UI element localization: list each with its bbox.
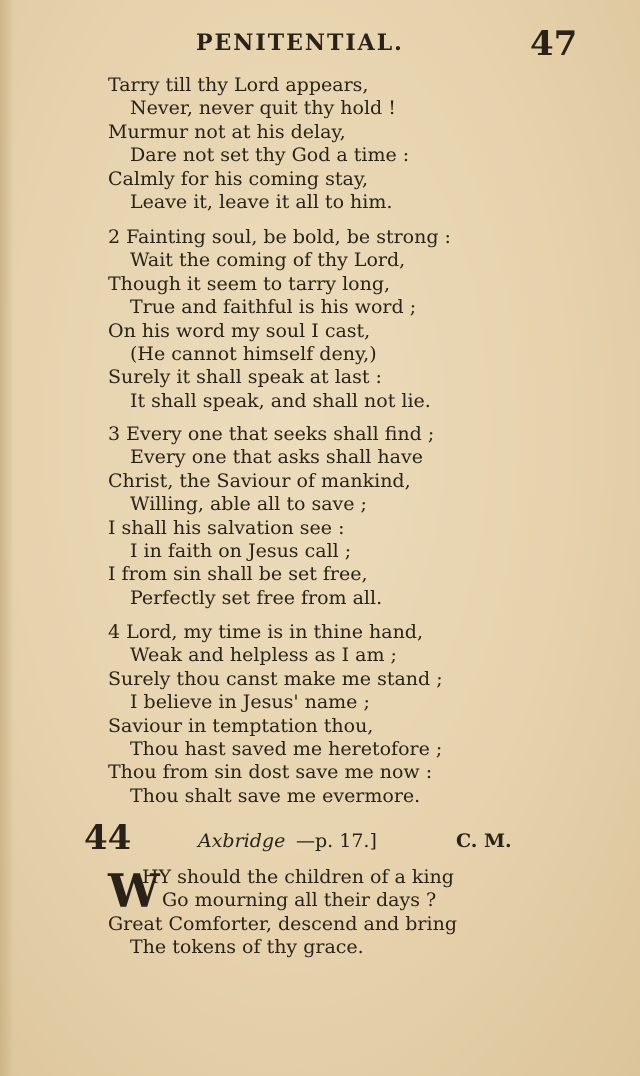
verse-line: Though it seem to tarry long, (108, 272, 391, 295)
verse-line: The tokens of thy grace. (130, 936, 364, 959)
verse-line: HY should the children of a king (142, 866, 454, 888)
verse-line: Willing, able all to save ; (130, 493, 367, 516)
verse-line: 3 Every one that seeks shall find ; (108, 423, 435, 445)
verse-line: Surely thou canst make me stand ; (108, 667, 443, 690)
verse-line: Tarry till thy Lord appears, (108, 74, 369, 96)
verse-line: Leave it, leave it all to him. (130, 190, 393, 213)
tune-name: Axbridge (198, 830, 286, 852)
verse-line: Calmly for his coming stay, (108, 167, 369, 190)
verse-line: (He cannot himself deny,) (130, 342, 377, 365)
running-title: PENITENTIAL. (196, 30, 404, 56)
hymn-heading (0, 818, 640, 862)
verse-line: Go mourning all their days ? (162, 889, 437, 912)
stanza-2 (108, 226, 588, 413)
verse-line: On his word my soul I cast, (108, 319, 371, 342)
verse-line: True and faithful is his word ; (130, 296, 417, 319)
verse-line: Wait the coming of thy Lord, (130, 249, 406, 272)
verse-line: I from sin shall be set free, (108, 563, 368, 586)
stanza-continued (108, 74, 588, 214)
verse-line: Great Comforter, descend and bring (108, 912, 457, 935)
verse-line: Thou hast saved me heretofore ; (130, 737, 443, 760)
verse-line: Thou from sin dost save me now : (108, 761, 433, 784)
page-header (0, 24, 640, 64)
verse-line: It shall speak, and shall not lie. (130, 389, 431, 412)
verse-line: Weak and helpless as I am ; (130, 644, 397, 667)
page-number: 47 (530, 24, 578, 64)
verse-line: I shall his salvation see : (108, 516, 345, 539)
stanza-4 (108, 621, 588, 808)
verse-line: Surely it shall speak at last : (108, 366, 382, 389)
stanza-3 (108, 423, 588, 610)
verse-line: 2 Fainting soul, be bold, be strong : (108, 226, 451, 248)
drop-cap: W (108, 864, 160, 918)
hymn-number: 44 (84, 818, 132, 858)
meter: C. M. (456, 830, 512, 852)
verse-line: Saviour in temptation thou, (108, 714, 374, 737)
page-spine-shadow (0, 0, 14, 1076)
verse-line: 4 Lord, my time is in thine hand, (108, 621, 424, 643)
verse-line: I believe in Jesus' name ; (130, 691, 370, 714)
verse-line: Murmur not at his delay, (108, 120, 346, 143)
tune-reference: —p. 17.] (296, 830, 377, 852)
verse-line: I in faith on Jesus call ; (130, 539, 352, 562)
verse-line: Perfectly set free from all. (130, 586, 383, 609)
verse-line: Never, never quit thy hold ! (130, 97, 396, 120)
verse-line: Dare not set thy God a time : (130, 144, 410, 167)
verse-line: Every one that asks shall have (130, 446, 423, 469)
verse-line: Thou shalt save me evermore. (130, 784, 421, 807)
hymn-44-stanza-1 (108, 866, 608, 960)
verse-line: Christ, the Saviour of mankind, (108, 469, 411, 492)
